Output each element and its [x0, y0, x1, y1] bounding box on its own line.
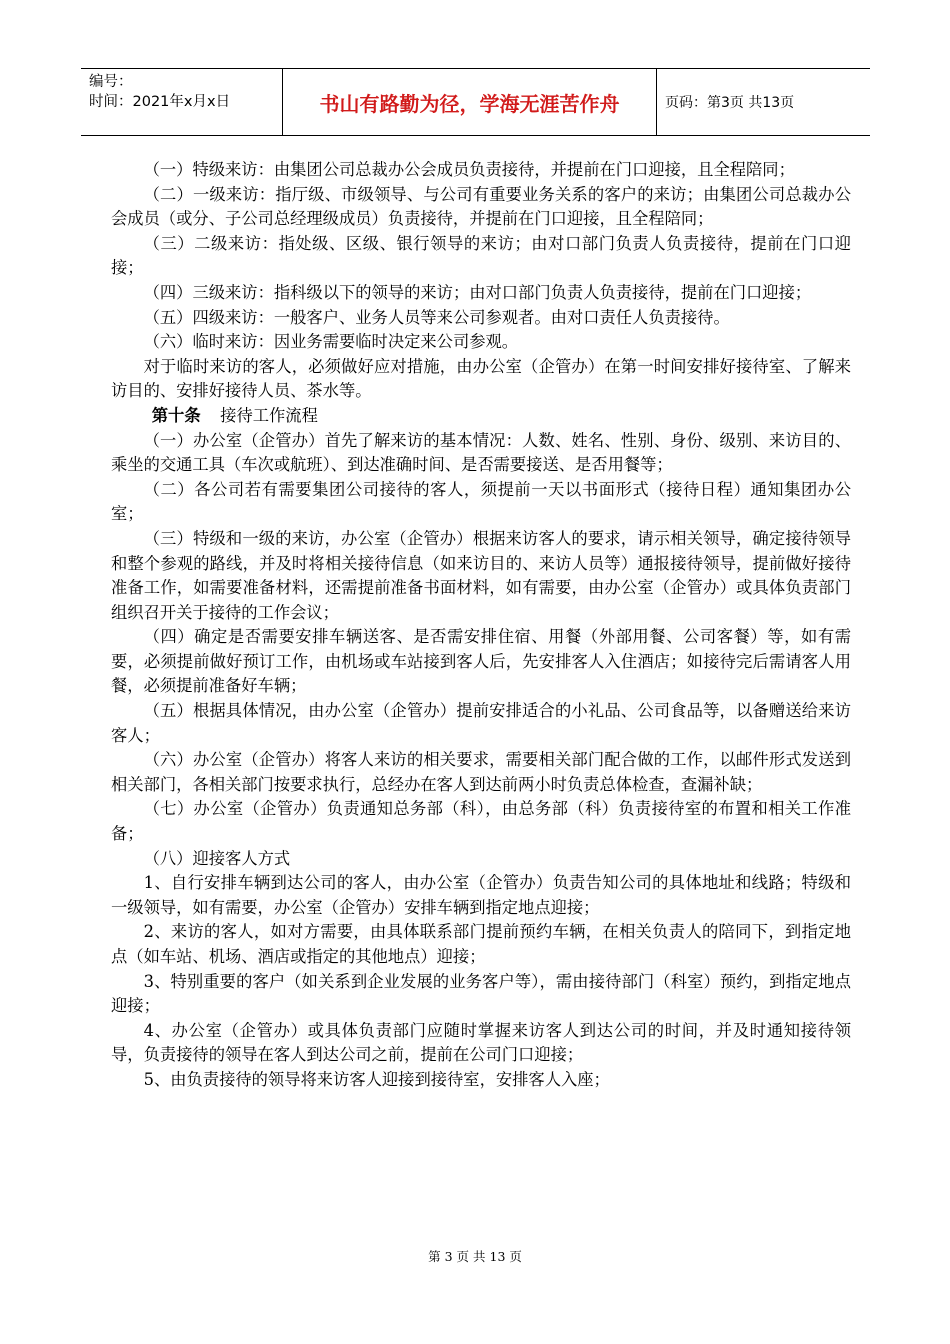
- paragraph: （七）办公室（企管办）负责通知总务部（科），由总务部（科）负责接待室的布置和相关工作准备；: [111, 799, 851, 844]
- header-table: [81, 68, 870, 136]
- paragraph: （三）二级来访：指处级、区级、银行领导的来访；由对口部门负责人负责接待，提前在门口迎接；: [111, 233, 851, 278]
- header-page-info: 页码：第3页 共13页: [665, 95, 795, 111]
- paragraph: （五）四级来访：一般客户、业务人员等来公司参观者。由对口责任人负责接待。: [143, 307, 730, 327]
- paragraph: 2、来访的客人，如对方需要，由具体联系部门提前预约车辆，在相关负责人的陪同下，到指定地点（如车站、机场、酒店或指定的其他地点）迎接；: [111, 922, 851, 966]
- paragraph: 3、特别重要的客户（如关系到企业发展的业务客户等），需由接待部门（科室）预约，到指定地点迎接；: [111, 971, 851, 1016]
- paragraph: （六）办公室（企管办）将客人来访的相关要求，需要相关部门配合做的工作，以邮件形式发送到相关部门，各相关部门按要求执行，总经办在客人到达前两小时负责总体检查，查漏补缺；: [111, 750, 851, 794]
- footer-total-pages: 13: [489, 1249, 506, 1264]
- header-left-cell: [81, 69, 283, 135]
- paragraph: （五）根据具体情况，由办公室（企管办）提前安排适合的小礼品、公司食品等，以备赠送给来访客人；: [111, 701, 851, 745]
- footer-middle: 页 共: [456, 1249, 486, 1264]
- paragraph: （八）迎接客人方式: [143, 848, 291, 868]
- paragraph: 对于临时来访的客人，必须做好应对措施，由办公室（企管办）在第一时间安排好接待室、了解来访目的、安排好接待人员、茶水等。: [111, 356, 851, 401]
- article-heading: [111, 404, 851, 429]
- paragraph: （一）办公室（企管办）首先了解来访的基本情况：人数、姓名、性别、身份、级别、来访目的、乘坐的交通工具（车次或航班）、到达准确时间、是否需要接送、是否用餐等；: [111, 430, 851, 475]
- paragraph: （六）临时来访：因业务需要临时决定来公司参观。: [143, 332, 519, 352]
- footer-suffix: 页: [509, 1249, 522, 1264]
- number-label: 编号：: [89, 74, 133, 90]
- paragraph: 4、办公室（企管办）或具体负责部门应随时掌握来访客人到达公司的时间，并及时通知接待领导，负责接待的领导在客人到达公司之前，提前在公司门口迎接；: [111, 1020, 851, 1065]
- page-footer: [0, 1247, 950, 1265]
- paragraph: （二）一级来访：指厅级、市级领导、与公司有重要业务关系的客户的来访；由集团公司总裁办公会成员（或分、子公司总经理级成员）负责接待，并提前在门口迎接，且全程陪同；: [111, 184, 851, 229]
- paragraph: （四）确定是否需要安排车辆送客、是否需安排住宿、用餐（外部用餐、公司客餐）等，如有需要，必须提前做好预订工作，由机场或车站接到客人后，先安排客人入住酒店；如接待完后需请客人用餐，必须提前准备好车辆；: [111, 627, 851, 696]
- footer-prefix: 第: [428, 1249, 441, 1264]
- paragraph: （二）各公司若有需要集团公司接待的客人，须提前一天以书面形式（接待日程）通知集团办公室；: [111, 479, 851, 524]
- paragraph: （四）三级来访：指科级以下的领导的来访；由对口部门负责人负责接待，提前在门口迎接；: [143, 282, 812, 302]
- article-title: 接待工作流程: [220, 405, 318, 425]
- document-body: [111, 158, 851, 1093]
- date-label: 时间：2021年x月x日: [89, 94, 231, 110]
- header-motto: 书山有路勤为径，学海无涯苦作舟: [283, 69, 657, 135]
- paragraph: 1、自行安排车辆到达公司的客人，由办公室（企管办）负责告知公司的具体地址和线路；特级和一级领导，如有需要，办公室（企管办）安排车辆到指定地点迎接；: [111, 873, 851, 917]
- paragraph: （三）特级和一级的来访，办公室（企管办）根据来访客人的要求，请示相关领导，确定接待领导和整个参观的路线，并及时将相关接待信息（如来访目的、来访人员等）通报接待领导，提前做好接待准备工作，如需要准备材料，还需提前准备书面材料，如有需要，由办公室（企管办）或具体负责部门组织召开关于接待的工作会议；: [111, 528, 851, 622]
- footer-page-number: 3: [444, 1249, 453, 1264]
- paragraph: 5、由负责接待的领导将来访客人迎接到接待室，安排客人入座；: [143, 1069, 610, 1089]
- article-number: 第十条: [151, 405, 201, 425]
- paragraph: （一）特级来访：由集团公司总裁办公会成员负责接待，并提前在门口迎接，且全程陪同；: [143, 160, 795, 179]
